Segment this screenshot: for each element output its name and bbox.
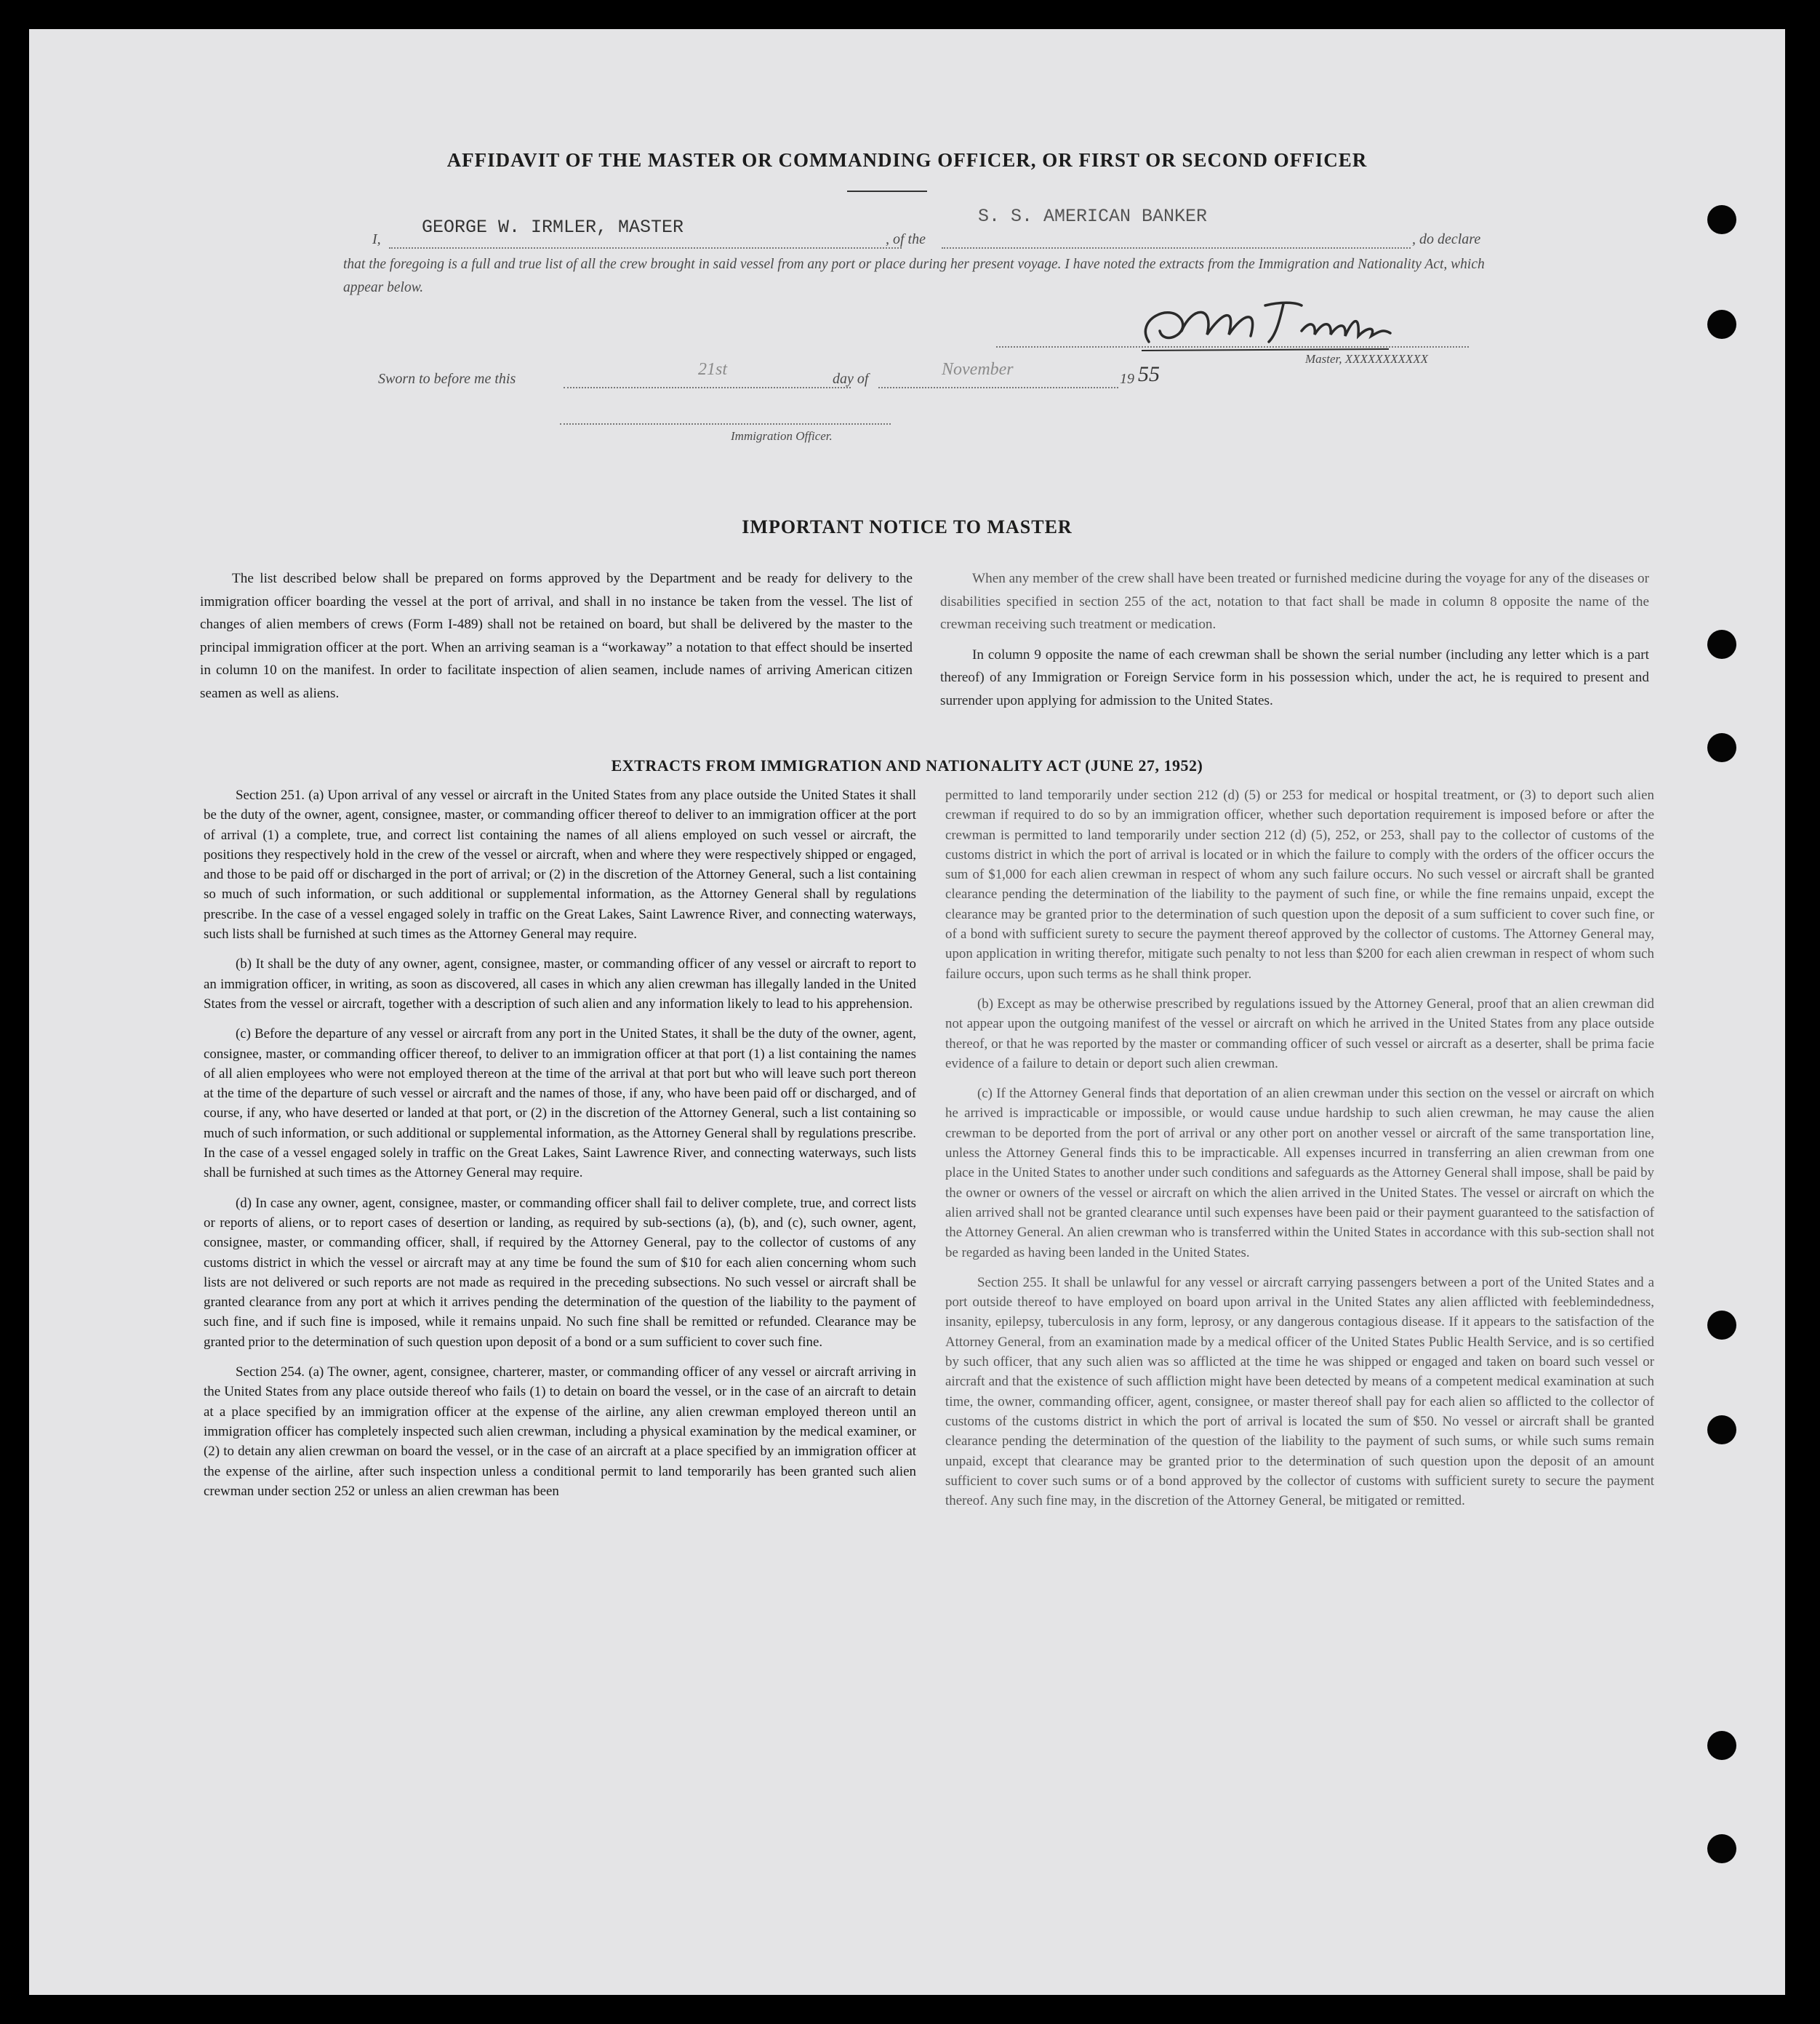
punch-hole	[1707, 310, 1736, 339]
section-251-d: (d) In case any owner, agent, consignee, master, or commanding officer shall fail to deliver complete, true, and correct lists or reports of aliens, or to report cases of desertion or landing, as required by sub-sections (a), (b), and (c), such owner, agent, consignee, master, or commanding officer, shall, if required by the Attorney General, pay to the collector of customs of any customs district in which the vessel or aircraft may at any time be found the sum of $10 for each alien concerning whom such lists are not delivered or such reports are not made as required in the preceding subsections. No such vessel or aircraft shall be granted clearance from any port at which it arrives pending the determination of the question of the liability to the payment of such fine, and if such fine is imposed, while it remains unpaid. No such fine shall be remitted or refunded. Clearance may be granted prior to the determination of such question upon deposit of a bond or a sum sufficient to cover such fine.	[204, 1195, 916, 1350]
officer-caption: Immigration Officer.	[731, 429, 833, 443]
punch-hole	[1707, 1311, 1736, 1340]
officer-line	[560, 423, 891, 425]
vessel-line	[942, 247, 1411, 249]
section-254-a: Section 254. (a) The owner, agent, consignee, charterer, master, or commanding officer of any vessel or aircraft arriving in the United States from any place outside thereof who fails (1) to detain on board the vessel, or in the case of an aircraft to detain at a place specified by an immigration officer at the expense of the airline, any alien crewman employed thereon until an immigration officer has completely inspected such alien crewman, including a physical examination by the medical examiner, or (2) to detain any alien crewman on board the vessel, or in the case of an aircraft at a place specified by an immigration officer at the expense of the airline, after such inspection unless a conditional permit to land temporarily has been granted such alien crewman under section 252 or unless an alien crewman has been	[204, 1364, 916, 1499]
sworn-day-field: 21st	[698, 360, 728, 379]
punch-hole	[1707, 630, 1736, 659]
notice-paragraph: The list described below shall be prepared on forms approved by the Department and be ready for delivery to the immigration officer boarding the vessel at the port of arrival, and shall in no instance be taken from the vessel. The list of changes of alien members of crews (Form I-489) shall not be retained on board, but shall be delivered by the master to the principal immigration officer at the port. When an arriving seaman is a “workaway” a notation to that effect should be inserted in column 10 on the manifest. In order to facilitate inspection of alien seamen, include names of arriving American citizen seamen as well as aliens.	[200, 571, 913, 701]
extracts-title: EXTRACTS FROM IMMIGRATION AND NATIONALITY ACT (JUNE 27, 1952)	[611, 756, 1203, 775]
vessel-field: S. S. AMERICAN BANKER	[978, 206, 1208, 227]
section-251-b: (b) It shall be the duty of any owner, agent, consignee, master, or commanding officer of any vessel or aircraft to report to an immigration officer, in writing, as soon as discovered, all cases in which any alien crewman has illegally landed in the United States from the vessel or aircraft, together with a description of such alien and any information likely to lead to his apprehension.	[204, 956, 916, 1012]
section-254-b: (b) Except as may be otherwise prescribed by regulations issued by the Attorney General, proof that an alien crewman did not appear upon the outgoing manifest of the vessel or aircraft on which he arrived in the United States from any place outside thereof, or that he was reported by the master or commanding officer of such vessel or aircraft as a deserter, shall be prima facie evidence of a failure to detain or deport such alien crewman.	[945, 996, 1654, 1071]
notice-title: IMPORTANT NOTICE TO MASTER	[742, 516, 1073, 537]
section-251-a: Section 251. (a) Upon arrival of any vessel or aircraft in the United States from any place outside the United States it shall be the duty of the owner, agent, consignee, master, or commanding officer thereof to deliver to an immigration officer at the port of arrival (1) a complete, true, and correct list containing the names of all aliens employed on such vessel or aircraft, the positions they respectively hold in the crew of the vessel or aircraft, when and where they were respectively shipped or engaged, and those to be paid off or discharged in the port of arrival; or (2) in the discretion of the Attorney General, such a list containing so much of such information, or such additional or supplemental information, as the Attorney General shall by regulations prescribe. In the case of a vessel engaged solely in traffic on the Great Lakes, Saint Lawrence River, and connecting waterways, such lists shall be furnished at such times as the Attorney General may require.	[204, 788, 916, 943]
do-declare-label: , do declare	[1412, 231, 1481, 247]
i-label: I,	[372, 231, 381, 247]
section-254-c: (c) If the Attorney General finds that deportation of an alien crewman under this section on the vessel or aircraft on which he arrived is impracticable or impossible, or would cause undue hardship to such alien crewman, he may cause the alien crewman to be deported from the port of arrival or any other port on another vessel or aircraft of the same transportation line, unless the Attorney General finds this to be impracticable. All expenses incurred in transferring an alien crewman from one place in the United States to another under such conditions and safeguards as the Attorney General shall impose, shall be paid by the owner or owners of the vessel or aircraft on which the alien arrived in the United States. The vessel or aircraft on which the alien arrived shall not be granted clearance until such expenses have been paid or their payment guaranteed to the satisfaction of the Attorney General. An alien crewman who is transferred within the United States in accordance with this sub-section shall not be regarded as having been landed in the United States.	[945, 1086, 1654, 1260]
declarant-line	[389, 247, 902, 249]
section-255: Section 255. It shall be unlawful for any vessel or aircraft carrying passengers between a port of the United States and a port outside thereof to have employed on board upon arrival in the United States any alien afflicted with feeblemindedness, insanity, epilepsy, tuberculosis in any form, leprosy, or any dangerous contagious disease. If it appears to the satisfaction of the Attorney General, from an examination made by a medical officer of the United States Public Health Service, and is so certified by such officer, that any such alien was so afflicted at the time he was shipped or engaged and taken on board such vessel or aircraft and that the existence of such affliction might have been detected by means of a competent medical examination at such time, the owner, commanding officer, agent, consignee, or master thereof shall pay for each alien so afflicted to the collector of customs of the customs district in which the port of arrival is located the sum of $50. No vessel or aircraft shall be granted clearance pending the determination of the question of the liability to the payment of such sums, or while such sums remain unpaid, except that clearance may be granted prior to the determination of such question upon the deposit of an amount sufficient to cover such sums or of a bond approved by the collector of customs with sufficient surety to secure the payment thereof. Any such fine may, in the discretion of the Attorney General, be mitigated or remitted.	[945, 1274, 1654, 1509]
sworn-label: Sworn to before me this	[378, 371, 516, 387]
section-254-a-continued: permitted to land temporarily under section 212 (d) (5) or 253 for medical or hospital treatment, or (3) to deport such alien crewman if required to do so by an immigration officer, whether such deportation requirement is imposed before or after the crewman is permitted to land temporarily under section 212 (d) (5), 252, or 253, shall pay to the collector of customs of the customs district in which the port of arrival is located or in which the failure to comply with the orders of the officer occurs the sum of $1,000 for each alien crewman in respect of whom any such failure occurs. No such vessel or aircraft shall be granted clearance pending the determination of the liability to the payment of such fine, or while the fine remains unpaid, except the clearance may be granted prior to the determination of such question upon the deposit of a sum sufficient to cover such fine, or of a bond with sufficient surety to secure the payment thereof approved by the collector of customs. The Attorney General may, upon application in writing therefor, mitigate such penalty to not less than $200 for each alien crewman in respect of whom such failure occurs, upon such terms as he shall think proper.	[945, 788, 1654, 982]
sworn-month-field: November	[942, 360, 1014, 379]
sworn-month-line	[878, 387, 1118, 388]
signature-line	[996, 346, 1469, 348]
punch-hole	[1707, 205, 1736, 234]
notice-right-column	[940, 567, 1649, 719]
section-251-c: (c) Before the departure of any vessel or aircraft from any port in the United States, it shall be the duty of the owner, agent, consignee, master, or commanding officer thereof, to deliver to an immigration officer at that port (1) a list containing the names of all alien employees who were not employed thereon at the time of the arrival at that port but who will leave such port thereon at the time of the departure of such vessel or aircraft and the names of those, if any, who have been paid off or discharged, and of course, if any, who have deserted or landed at that port, or (2) in the discretion of the Attorney General, such a list containing so much of such information, or such additional or supplemental information, as the Attorney General shall by regulations prescribe. In the case of a vessel engaged solely in traffic on the Great Lakes, Saint Lawrence River, and connecting waterways, such lists shall be furnished at such times as the Attorney General may require.	[204, 1026, 916, 1181]
year-field: 55	[1138, 362, 1160, 386]
document-page	[29, 29, 1785, 1995]
sworn-day-line	[564, 387, 851, 388]
notice-paragraph: When any member of the crew shall have been treated or furnished medicine during the voyage for any of the diseases or disabilities specified in section 255 of the act, notation to that fact shall be made in column 8 opposite the name of the crewman receiving such treatment or medication.	[940, 571, 1649, 632]
notice-left-column	[200, 567, 913, 712]
declarant-field: GEORGE W. IRMLER, MASTER	[422, 217, 684, 238]
affidavit-title: AFFIDAVIT OF THE MASTER OR COMMANDING OFFICER, OR FIRST OR SECOND OFFICER	[446, 149, 1368, 171]
of-the-label: , of the	[886, 231, 926, 247]
extracts-right-column	[945, 785, 1654, 1521]
year-prefix: 19	[1120, 371, 1134, 387]
punch-hole	[1707, 1834, 1736, 1863]
extracts-left-column	[204, 785, 916, 1511]
day-of-label: day of	[833, 371, 869, 387]
punch-hole	[1707, 1415, 1736, 1444]
signature-caption: Master, XXXXXXXXXXX	[1305, 352, 1429, 366]
punch-hole	[1707, 1731, 1736, 1760]
title-rule	[847, 191, 927, 192]
notice-paragraph: In column 9 opposite the name of each crewman shall be shown the serial number (including any letter which is a part thereof) of any Immigration or Foreign Service form in his possession which, under the act, he is required to present and surrender upon applying for admission to the United States.	[940, 647, 1649, 708]
declaration-text: that the foregoing is a full and true list of all the crew brought in said vessel from any port or place during her present voyage. I have noted the extracts from the Immigration and Nationality Act, which appear below.	[343, 257, 1485, 295]
